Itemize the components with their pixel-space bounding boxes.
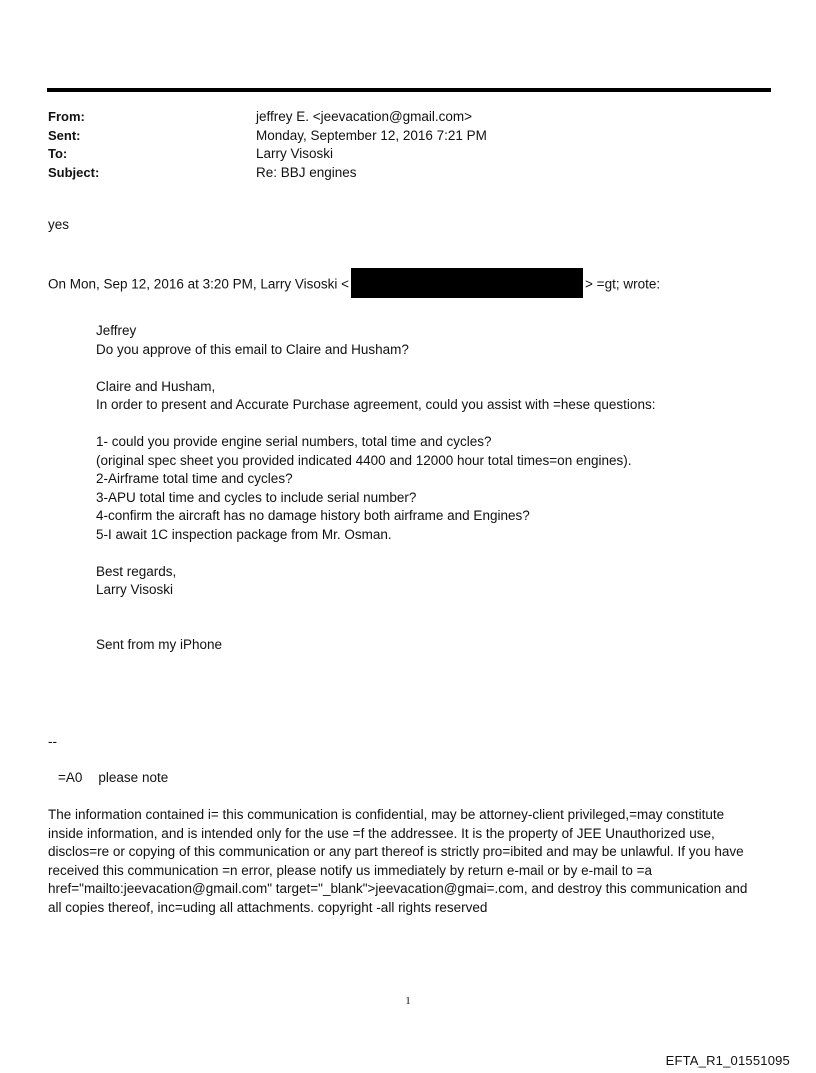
quoted-questions [96,433,776,544]
question-line: (original spec sheet you provided indicated 4400 and 12000 hour total times=on engines). [96,452,632,468]
from-row [48,108,748,127]
closing-line: Best regards, [96,563,177,579]
subject-value: Re: BBJ engines [256,164,357,180]
greeting-line: Do you approve of this email to Claire and Husham? [96,341,409,357]
note-text: please note [98,770,169,785]
disclaimer-line: all copies thereof, inc=uding all attachments. copyright -all rights reserved [48,899,488,915]
quoted-message [96,322,776,673]
question-line: 3-APU total time and cycles to include serial number? [96,489,417,505]
intro-line: In order to present and Accurate Purchase agreement, could you assist with =hese questions: [96,397,656,412]
quoted-intro [96,378,776,415]
intro-line: Claire and Husham, [96,378,216,394]
disclaimer-line: href="mailto:jeevacation@gmail.com" target="_blank">jeevacation@gmai=.com, and destroy this communication and [48,881,748,896]
quote-intro-after: > =gt; wrote: [585,276,661,292]
to-value: Larry Visoski [256,146,334,161]
email-header [48,108,748,182]
quote-intro-before: On Mon, Sep 12, 2016 at 3:20 PM, Larry Visoski < [48,276,350,292]
closing-line: Larry Visoski [96,582,174,597]
quoted-closing [96,563,776,600]
subject-row [48,164,748,183]
page-number: 1 [405,995,411,1007]
to-row [48,145,748,164]
from-label: From: [48,109,85,124]
confidentiality-disclaimer [48,806,768,917]
signature-note [58,770,168,785]
document-id: EFTA_R1_01551095 [665,1053,790,1068]
from-value: jeffrey E. <jeevacation@gmail.com> [256,109,473,124]
redaction-block [351,268,583,298]
sent-label: Sent: [48,127,81,143]
question-line: 5-I await 1C inspection package from Mr. Osman. [96,526,392,542]
reply-text: yes [48,217,70,232]
question-line: 1- could you provide engine serial numbers, total time and cycles? [96,434,492,449]
sent-value: Monday, September 12, 2016 7:21 PM [256,127,487,143]
question-line: 4-confirm the aircraft has no damage history both airframe and Engines? [96,508,530,523]
subject-label: Subject: [48,164,100,180]
header-divider [47,88,771,92]
quote-intro [48,270,660,290]
sent-from-line: Sent from my iPhone [96,636,223,652]
note-prefix: =A0 [58,770,83,785]
to-label: To: [48,146,68,161]
disclaimer-line: The information contained i= this communication is confidential, may be attorney-client privileged,=may constitute [48,807,725,822]
disclaimer-line: disclos=re or copying of this communication or any part thereof is strictly pro=ibited and may be unlawful. If you have [48,844,744,859]
disclaimer-line: received this communication =n error, please notify us immediately by return e-mail or by e-mail to =a [48,862,653,878]
quoted-sent-from [96,636,776,655]
disclaimer-line: inside information, and is intended only for the use =f the addressee. It is the property of JEE Unauthorized use, [48,825,715,841]
greeting-line: Jeffrey [96,323,137,338]
quoted-greeting [96,322,776,359]
question-line: 2-Airframe total time and cycles? [96,471,293,486]
sent-row [48,127,748,146]
signature-separator: -- [48,734,57,749]
